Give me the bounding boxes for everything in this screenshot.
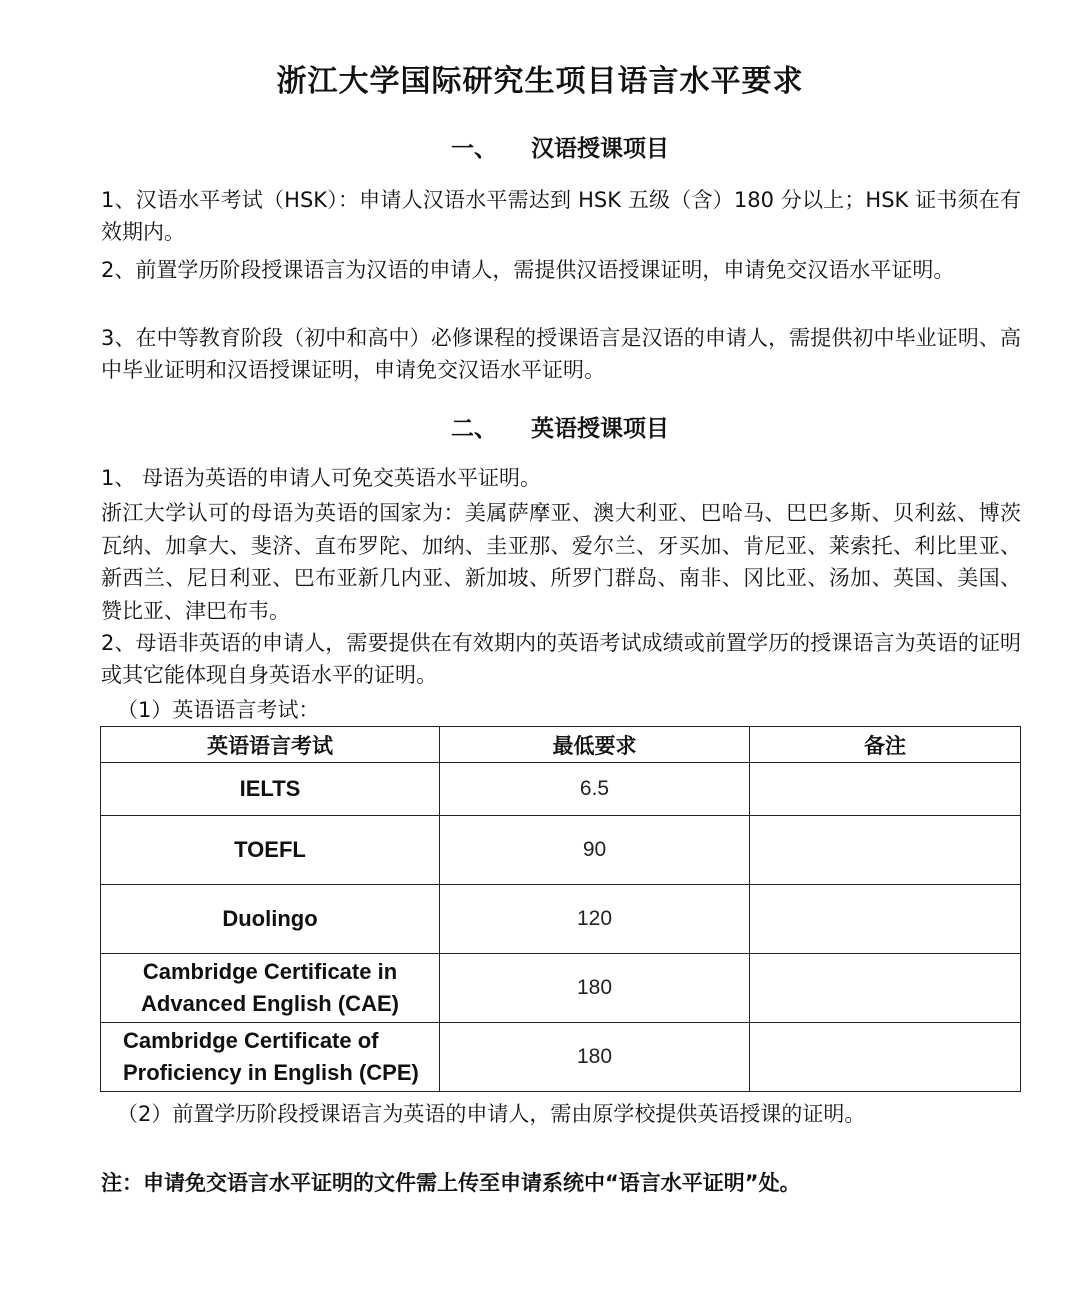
document-title: 浙江大学国际研究生项目语言水平要求: [276, 64, 804, 99]
minimum-score: 180: [440, 954, 750, 1023]
minimum-score: 90: [440, 816, 750, 885]
table-row: [101, 816, 1021, 885]
section-number: 二、: [451, 416, 497, 442]
column-header-note: 备注: [750, 727, 1021, 763]
note-cell: [750, 885, 1021, 954]
exam-name: Cambridge Certificate of Proficiency in English (CPE): [101, 1023, 440, 1092]
prior-education-english-proof: （2）前置学历阶段授课语言为英语的申请人，需由原学校提供英语授课的证明。: [117, 1102, 866, 1126]
section-heading-chinese: [0, 130, 1080, 163]
section-heading-english: [0, 410, 1080, 443]
column-header-minimum: 最低要求: [440, 727, 750, 763]
english-test-subheading: （1）英语语言考试：: [117, 698, 320, 722]
column-header-exam: 英语语言考试: [101, 727, 440, 763]
chinese-requirement-2: 2、前置学历阶段授课语言为汉语的申请人，需提供汉语授课证明，申请免交汉语水平证明。: [101, 258, 955, 282]
upload-note: 注：申请免交语言水平证明的文件需上传至申请系统中“语言水平证明”处。: [101, 1171, 801, 1195]
exam-name: Cambridge Certificate in Advanced English (CAE): [101, 954, 440, 1023]
chinese-requirement-3: 3、在中等教育阶段（初中和高中）必修课程的授课语言是汉语的申请人，需提供初中毕业证明、高中毕业证明和汉语授课证明，申请免交汉语水平证明。: [101, 326, 1021, 382]
table-row: [101, 954, 1021, 1023]
note-cell: [750, 816, 1021, 885]
exam-name: Duolingo: [101, 885, 440, 954]
table-row: [101, 763, 1021, 816]
note-cell: [750, 763, 1021, 816]
exam-name: TOEFL: [101, 816, 440, 885]
section-title: 汉语授课项目: [531, 136, 669, 162]
note-cell: [750, 1023, 1021, 1092]
english-requirement-2: 2、母语非英语的申请人，需要提供在有效期内的英语考试成绩或前置学历的授课语言为英语的证明或其它能体现自身英语水平的证明。: [101, 631, 1021, 687]
table-row: [101, 885, 1021, 954]
native-english-countries: 浙江大学认可的母语为英语的国家为：美属萨摩亚、澳大利亚、巴哈马、巴巴多斯、贝利兹、博茨瓦纳、加拿大、斐济、直布罗陀、加纳、圭亚那、爱尔兰、牙买加、肯尼亚、莱索托、利比里亚、新西兰、尼日利亚、巴布亚新几内亚、新加坡、所罗门群岛、南非、冈比亚、汤加、英国、美国、赞比亚、津巴布韦。: [101, 501, 1021, 623]
minimum-score: 120: [440, 885, 750, 954]
section-title: 英语授课项目: [531, 416, 669, 442]
note-cell: [750, 954, 1021, 1023]
minimum-score: 180: [440, 1023, 750, 1092]
english-requirement-1: 1、 母语为英语的申请人可免交英语水平证明。: [101, 466, 542, 490]
table-header-row: [101, 727, 1021, 763]
chinese-requirement-1: 1、汉语水平考试（HSK）：申请人汉语水平需达到 HSK 五级（含）180 分以上；HSK 证书须在有效期内。: [101, 188, 1021, 244]
english-test-table: [100, 726, 1021, 1092]
exam-name: IELTS: [101, 763, 440, 816]
table-row: [101, 1023, 1021, 1092]
section-number: 一、: [451, 136, 497, 162]
minimum-score: 6.5: [440, 763, 750, 816]
